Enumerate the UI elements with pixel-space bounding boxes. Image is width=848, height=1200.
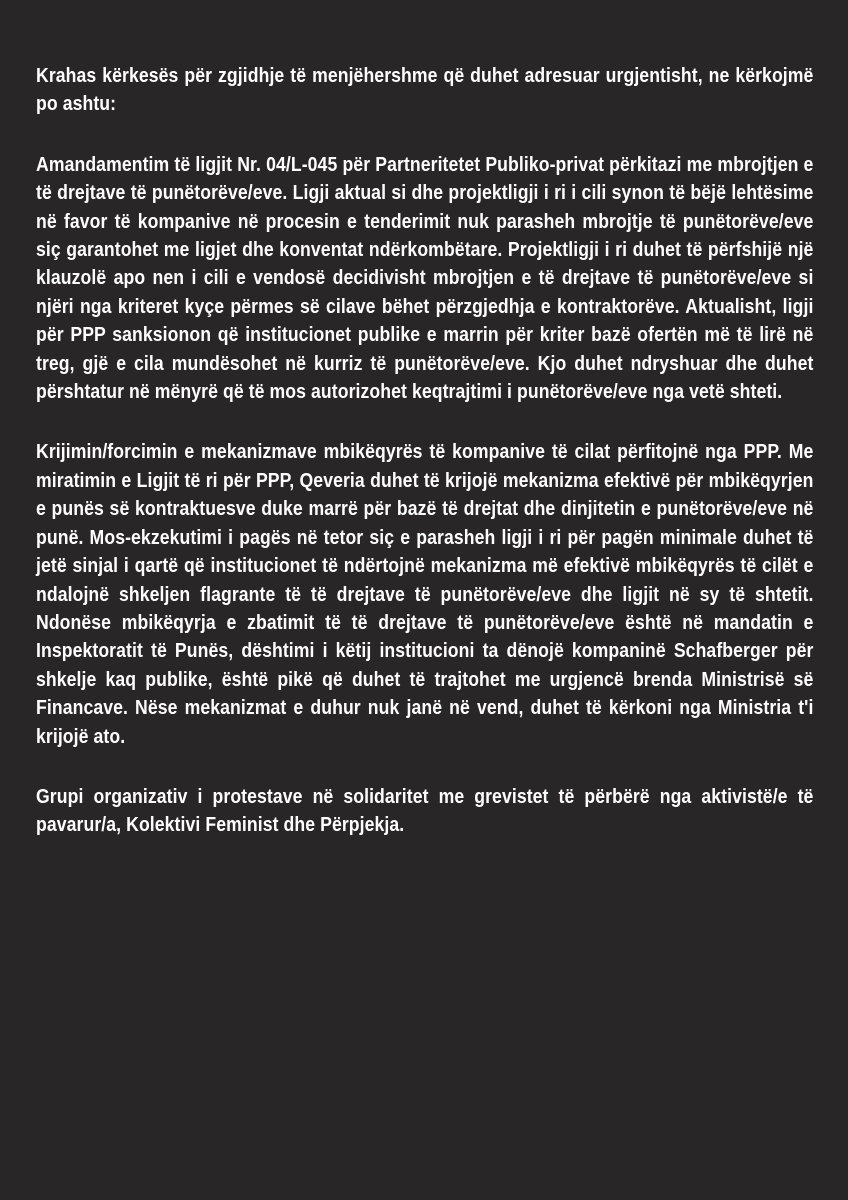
- intro-paragraph: Krahas kërkesës për zgjidhje të menjëhershme që duhet adresuar urgjentisht, ne kërkojmë po ashtu:: [36, 64, 814, 116]
- oversight-mechanisms-paragraph: Krijimin/forcimin e mekanizmave mbikëqyrës të kompanive të cilat përfitojnë nga PPP. Me miratimin e Ligjit të ri për PPP, Qeveria duhet të krijojë mekanizma efektivë për mbikëqyrjen e punës së kontraktuesve duke marrë për bazë të drejtat dhe dinjitetin e punëtorëve/eve në punë. Mos-ekzekutimi i pagës në tetor siç e parasheh ligji i ri për pagën minimale duhet të jetë sinjal i qartë që institucionet të ndërtojnë mekanizma më efektivë mbikëqyrës të cilët e ndalojnë shkeljen flagrante të të drejtave të punëtorëve/eve dhe ligjit në sy të shtetit. Ndonëse mbikëqyrja e zbatimit të të drejtave të punëtorëve/eve është në mandatin e Inspektoratit të Punës, dështimi i këtij institucioni ta dënojë kompaninë Schafberger për shkelje kaq publike, është pikë që duhet të trajtohet me urgjencë brenda Ministrisë së Financave. Nëse mekanizmat e duhur nuk janë në vend, duhet të kërkoni nga Ministria t'i krijojë ato.: [36, 440, 814, 748]
- ppp-law-amendment-paragraph: Amandamentim të ligjit Nr. 04/L-045 për Partneritetet Publiko-privat përkitazi me mbrojtjen e të drejtave të punëtorëve/eve. Ligji aktual si dhe projektligji i ri i cili synon të bëjë lehtësime në favor të kompanive në procesin e tenderimit nuk parasheh mbrojtje të punëtorëve/eve siç garantohet me ligjet dhe konventat ndërkombëtare. Projektligji i ri duhet të përfshijë një klauzolë apo nen i cili e vendosë decidivisht mbrojtjen e të drejtave të punëtorëve/eve si njëri nga kriteret kyçe përmes së cilave bëhet përzgjedhja e kontraktorëve. Aktualisht, ligji për PPP sanksionon që institucionet publike e marrin për kriter bazë ofertën më të lirë në treg, gjë e cila mundësohet në kurriz të punëtorëve/eve. Kjo duhet ndryshuar dhe duhet përshtatur në mënyrë që të mos autorizohet keqtrajtimi i punëtorëve/eve nga vetë shteti.: [36, 152, 814, 404]
- signature-paragraph: Grupi organizativ i protestave në solidaritet me grevistet të përbërë nga aktivistë/e të pavarur/a, Kolektivi Feminist dhe Përpjekja.: [36, 784, 814, 837]
